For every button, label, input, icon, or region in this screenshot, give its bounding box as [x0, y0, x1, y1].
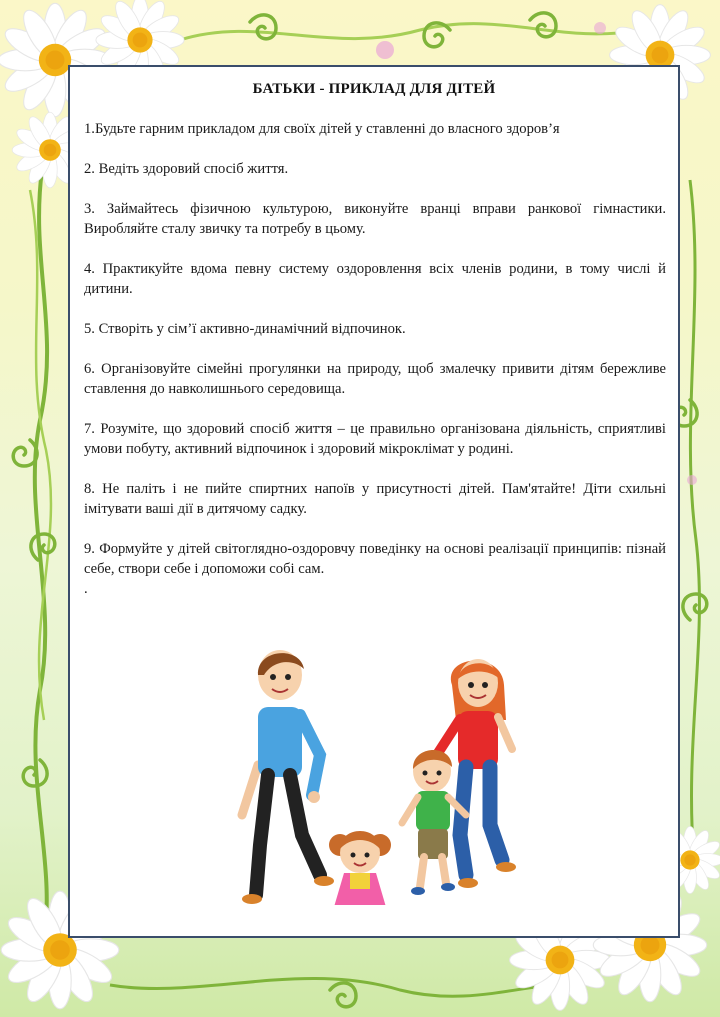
advice-item-6: 6. Організовуйте сімейні прогулянки на природу, щоб змалечку привити дітям бережливе ставлення до навколишнього середовища.	[84, 361, 666, 397]
advice-item-4: 4. Практикуйте вдома певну систему оздоровлення всіх членів родини, в тому числі й дитини.	[84, 261, 666, 297]
content-page	[68, 65, 680, 938]
advice-item-8: 8. Не паліть і не пийте спиртних напоїв у присутності дітей. Пам'ятайте! Діти схильні імітувати ваші дії в дитячому садку.	[84, 481, 666, 517]
girl-figure	[329, 831, 391, 905]
advice-item-7: 7. Розуміте, що здоровий спосіб життя – це правильно організована діяльність, сприятливі умови побуту, активний відпочинок і здоровий мікроклімат у родині.	[84, 421, 666, 457]
advice-item-2: 2. Ведіть здоровий спосіб життя.	[84, 161, 289, 177]
advice-item-1: 1.Будьте гарним прикладом для своїх дітей у ставленні до власного здоров’я	[84, 121, 560, 137]
family-illustration	[220, 645, 540, 905]
page-title: БАТЬКИ - ПРИКЛАД ДЛЯ ДІТЕЙ	[252, 81, 496, 97]
advice-item-5: 5. Створіть у сім’ї активно-динамічний відпочинок.	[84, 321, 406, 337]
advice-item-dot: .	[84, 581, 88, 597]
advice-item-9: 9. Формуйте у дітей світоглядно-оздоровчу поведінку на основі реалізації принципів: пізнай себе, створи себе і допоможи собі сам.	[84, 541, 666, 577]
advice-item-3: 3. Займайтесь фізичною культурою, виконуйте вранці вправи ранкової гімнастики. Виробляйте сталу звичку та потребу в цьому.	[84, 201, 666, 237]
father-figure	[242, 650, 334, 904]
advice-list	[84, 119, 666, 599]
